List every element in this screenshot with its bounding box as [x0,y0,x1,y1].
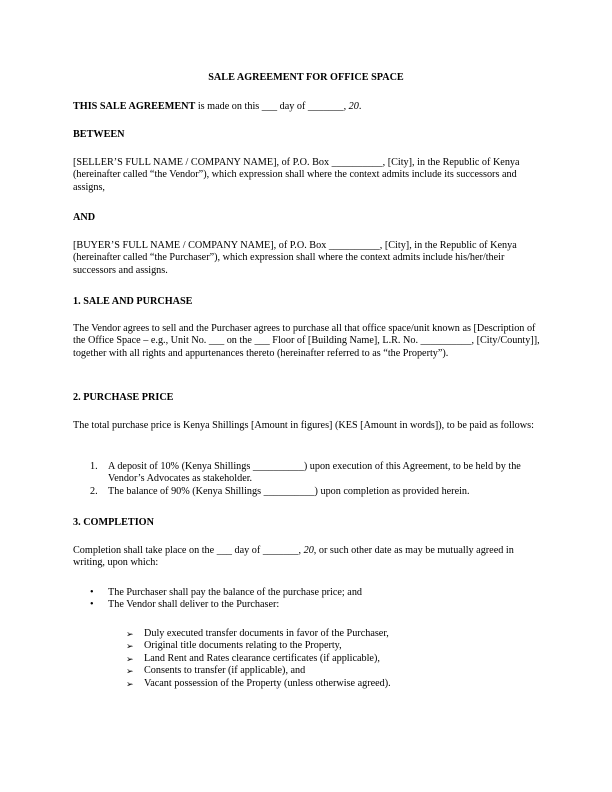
arrow-icon: ➢ [126,641,134,652]
seller-paragraph: [SELLER’S FULL NAME / COMPANY NAME], of P.O. Box __________, [City], in the Republic of Kenya (hereinafter called “the Vendor”), which expression shall where the context admits include its successors and assigns, [73,157,520,193]
deliverables-list [73,628,543,690]
intro-paragraph [73,101,543,113]
completion-text: Completion shall take place on the ___ day of _______, [73,545,304,556]
arrow-icon: ➢ [126,629,134,639]
list-item-text: The Vendor shall deliver to the Purchaser: [108,599,280,611]
intro-lead: THIS SALE AGREEMENT [73,101,196,112]
section3-heading: 3. COMPLETION [73,517,154,528]
list-item-text: Consents to transfer (if applicable), and [144,665,306,677]
intro-text: is made on this ___ day of _______, [195,101,349,112]
section1-heading: 1. SALE AND PURCHASE [73,296,193,307]
arrow-icon: ➢ [126,653,134,664]
section3-body [73,545,543,570]
document-title: SALE AGREEMENT FOR OFFICE SPACE [208,72,404,83]
list-item [73,628,543,640]
list-item [73,665,543,677]
section1-body: The Vendor agrees to sell and the Purchaser agrees to purchase all that office space/unit known as [Description of the Office Space – e.g., Unit No. ___ on the ___ Floor of [Building Name], L.R. No. __________, [City/County]], together with all rights and appurtenances thereto (hereinafter referred to as “the Property”). [73,323,540,359]
buyer-paragraph: [BUYER’S FULL NAME / COMPANY NAME], of P.O. Box __________, [City], in the Republic of Kenya (hereinafter called “the Purchaser”), which expression shall where the context admits include his/her/their successors and assigns. [73,240,517,276]
and-label: AND [73,212,96,223]
payment-item-number: 1. [90,461,98,472]
bullet-icon: • [90,599,94,611]
completion-bullet-list [73,587,543,612]
intro-year: 20 [348,101,359,112]
section2-body: The total purchase price is Kenya Shillings [Amount in figures] (KES [Amount in words]), to be paid as follows: [73,420,534,431]
section2-heading: 2. PURCHASE PRICE [73,392,174,403]
list-item-text: Vacant possession of the Property (unless otherwise agreed). [144,677,391,689]
completion-year: 20 [303,545,314,556]
list-item-text: The Purchaser shall pay the balance of the purchase price; and [108,587,363,598]
payment-item-number: 2. [90,485,98,497]
list-item-text: Land Rent and Rates clearance certificates (if applicable), [144,652,380,664]
intro-end: . [358,101,362,112]
payment-item [73,486,543,498]
list-item [73,653,543,665]
list-item [73,587,543,599]
payment-list [73,461,543,498]
completion-text-end: , or such other date as may be mutually agreed in writing, upon which: [73,545,514,569]
bullet-icon: • [90,587,94,598]
list-item [73,599,543,611]
payment-item [73,461,543,486]
between-label: BETWEEN [73,129,125,140]
list-item-text: Original title documents relating to the Property, [144,640,342,652]
list-item [73,678,543,690]
payment-item-text: The balance of 90% (Kenya Shillings __________) upon completion as provided herein. [108,485,470,497]
arrow-icon: ➢ [126,678,134,689]
arrow-icon: ➢ [126,666,134,677]
list-item [73,640,543,652]
payment-item-text: A deposit of 10% (Kenya Shillings __________) upon execution of this Agreement, to be held by the Vendor’s Advocates as stakeholder. [108,461,521,485]
list-item-text: Duly executed transfer documents in favor of the Purchaser, [144,628,389,639]
